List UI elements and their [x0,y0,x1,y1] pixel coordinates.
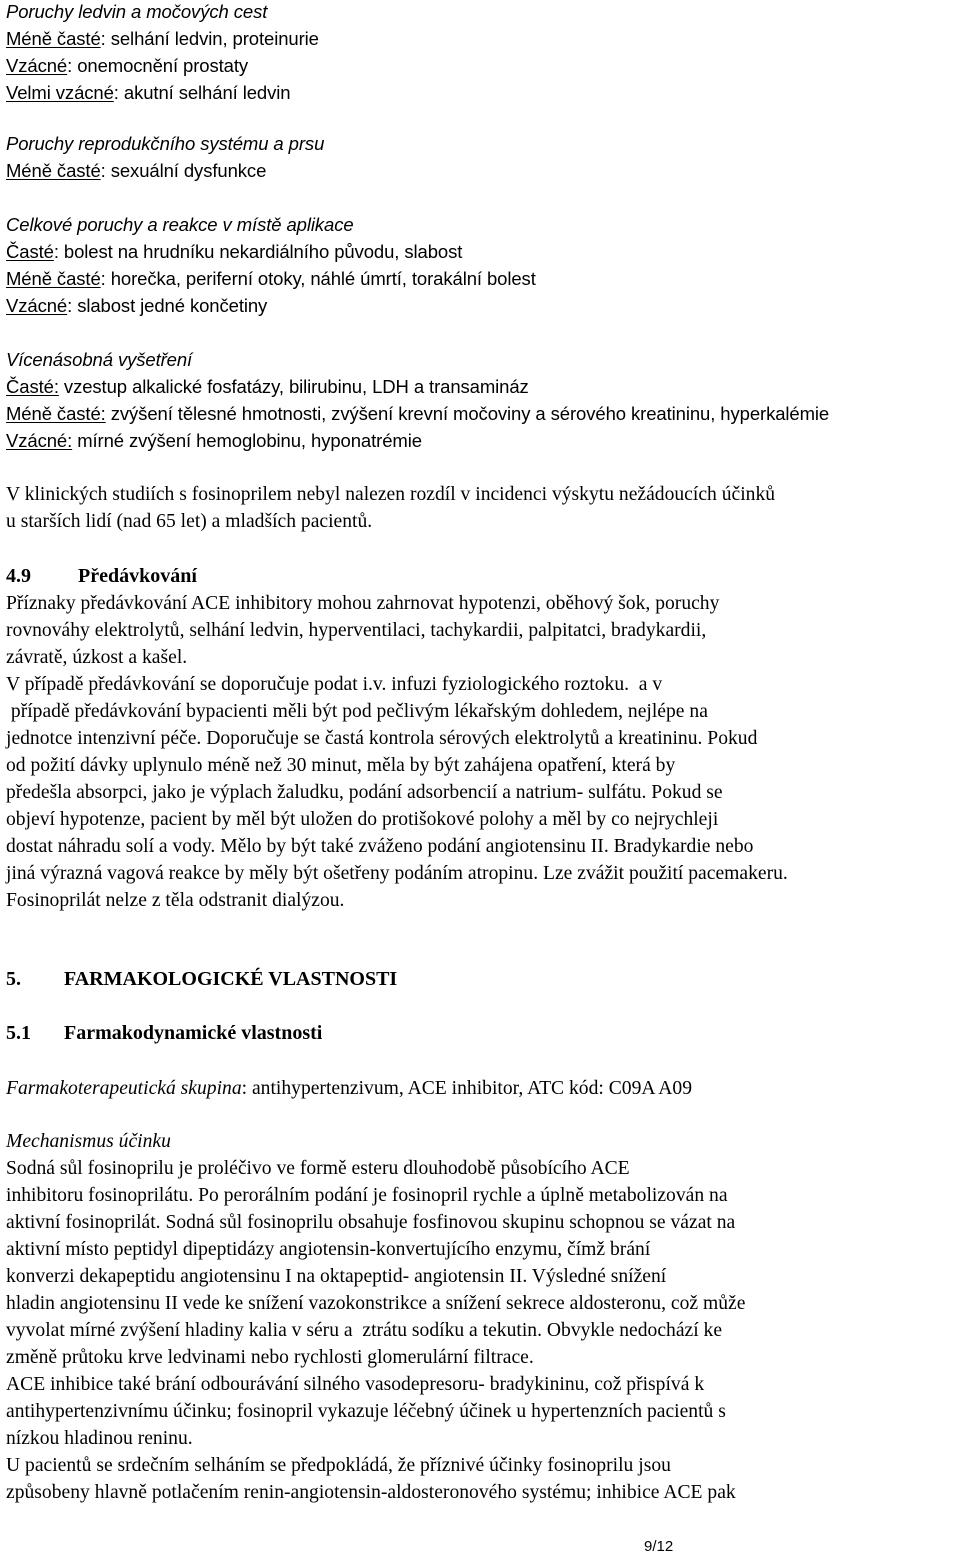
text-line: nízkou hladinou reninu. [6,1428,193,1449]
text-line: jiná výrazná vagová reakce by měly být ošetřeny podáním atropinu. Lze zvážit použití pacemakeru. [6,863,788,884]
text-line: ACE inhibice také brání odbourávání silného vasodepresoru- bradykininu, což přispívá k [6,1374,705,1395]
text-line: předešla absorpci, jako je výplach žaludku, podání adsorbencií a natrium- sulfátu. Pokud se [6,782,723,803]
text-line: u starších lidí (nad 65 let) a mladších pacientů. [6,511,373,532]
section-number: 5. [6,968,21,990]
kidney-section [6,0,319,106]
section-number: 5.1 [6,1022,31,1044]
text-line: dostat náhradu solí a vody. Mělo by být také zváženo podání angiotensinu II. Bradykardie nebo [6,836,754,857]
pharmacotherapeutic-group [6,1075,692,1102]
frequency-label: Velmi vzácné [6,82,114,103]
text-line: Sodná sůl fosinoprilu je proléčivo ve formě esteru dlouhodobě působícího ACE [6,1158,630,1179]
effect-text: vzestup alkalické fosfatázy, bilirubinu, LDH a transamináz [58,376,529,397]
text-line: V klinických studiích s fosinoprilem nebyl nalezen rozdíl v incidenci výskytu nežádoucích účinků [6,484,776,505]
text-line: případě předávkování bypacienti měli být pod pečlivým lékařským dohledem, nejlépe na [6,701,708,722]
frequency-label: Méně časté [6,28,101,49]
frequency-label: Méně časté [6,268,101,289]
frequency-label: Časté: [6,376,59,397]
section-title: Farmakodynamické vlastnosti [64,1022,323,1044]
elderly-note [6,481,775,535]
group-label: Farmakoterapeutická skupina [6,1078,242,1099]
investigations-section [6,346,829,454]
mechanism-heading: Mechanismus účinku [6,1131,171,1152]
general-line-1 [6,238,536,265]
text-line: inhibitoru fosinoprilátu. Po perorálním podání je fosinopril rychle a úplně metabolizován na [6,1185,728,1206]
text-line: způsobeny hlavně potlačením renin-angiotensin-aldosteronového systému; inhibice ACE pak [6,1482,736,1503]
text-line: objeví hypotenze, pacient by měl být uložen do protišokové polohy a měl by co nejrychleji [6,809,719,830]
frequency-label: Vzácné: [6,430,73,451]
general-section [6,211,536,319]
kidney-line-3 [6,79,319,106]
mechanism-section [6,1128,745,1506]
general-line-2 [6,265,536,292]
frequency-label: Méně časté [6,160,101,181]
text-line: jednotce intenzivní péče. Doporučuje se častá kontrola sérových elektrolytů a kreatininu. Pokud [6,728,758,749]
investigations-line-1 [6,373,829,400]
text-line: aktivní fosinoprilát. Sodná sůl fosinoprilu obsahuje fosfinovou skupinu schopnou se vázat na [6,1212,736,1233]
investigations-heading: Vícenásobná vyšetření [6,349,193,370]
reproductive-section [6,130,324,184]
text-line: Příznaky předávkování ACE inhibitory mohou zahrnovat hypotenzi, oběhový šok, poruchy [6,593,720,614]
section-number: 4.9 [6,565,31,587]
reproductive-line-1 [6,157,324,184]
section-5-1-heading [6,1020,322,1047]
effect-text: : selhání ledvin, proteinurie [100,28,319,49]
section-4-9-heading [6,563,197,590]
text-line: V případě předávkování se doporučuje podat i.v. infuzi fyziologického roztoku. a v [6,674,663,695]
effect-text: : slabost jedné končetiny [67,295,268,316]
text-line: hladin angiotensinu II vede ke snížení vazokonstrikce a snížení sekrece aldosteronu, což může [6,1293,746,1314]
effect-text: zvýšení tělesné hmotnosti, zvýšení krevní močoviny a sérového kreatininu, hyperkalémie [105,403,830,424]
text-line: antihypertenzivnímu účinku; fosinopril vykazuje léčebný účinek u hypertenzních pacientů s [6,1401,726,1422]
general-heading: Celkové poruchy a reakce v místě aplikace [6,214,354,235]
investigations-line-3 [6,427,829,454]
text-line: aktivní místo peptidyl dipeptidázy angiotensin-konvertujícího enzymu, čímž brání [6,1239,651,1260]
page-number: 9/12 [644,1538,674,1555]
frequency-label: Vzácné [6,55,68,76]
section-4-9-body [6,590,788,914]
effect-text: mírné zvýšení hemoglobinu, hyponatrémie [72,430,422,451]
general-line-3 [6,292,536,319]
text-line: od požití dávky uplynulo méně než 30 minut, měla by být zahájena opatření, která by [6,755,676,776]
section-title: Předávkování [78,565,197,587]
effect-text: : akutní selhání ledvin [113,82,291,103]
section-5-heading [6,966,397,993]
frequency-label: Vzácné [6,295,68,316]
frequency-label: Méně časté: [6,403,106,424]
text-line: konverzi dekapeptidu angiotensinu I na oktapeptid- angiotensin II. Výsledné snížení [6,1266,667,1287]
kidney-line-2 [6,52,319,79]
kidney-heading: Poruchy ledvin a močových cest [6,1,268,22]
text-line: změně průtoku krve ledvinami nebo rychlosti glomerulární filtrace. [6,1347,534,1368]
text-line: vyvolat mírné zvýšení hladiny kalia v séru a ztrátu sodíku a tekutin. Obvykle nedochází ke [6,1320,723,1341]
text-line: U pacientů se srdečním selháním se předpokládá, že příznivé účinky fosinoprilu jsou [6,1455,671,1476]
group-text: : antihypertenzivum, ACE inhibitor, ATC kód: C09A A09 [241,1078,693,1099]
reproductive-heading: Poruchy reprodukčního systému a prsu [6,133,325,154]
kidney-line-1 [6,25,319,52]
text-line: Fosinoprilát nelze z těla odstranit dialýzou. [6,890,345,911]
text-line: závratě, úzkost a kašel. [6,647,188,668]
investigations-line-2 [6,400,829,427]
text-line: rovnováhy elektrolytů, selhání ledvin, hyperventilaci, tachykardii, palpitatci, bradykardii, [6,620,707,641]
frequency-label: Časté [6,241,54,262]
effect-text: : onemocnění prostaty [67,55,249,76]
effect-text: : sexuální dysfunkce [100,160,267,181]
section-title: FARMAKOLOGICKÉ VLASTNOSTI [64,968,398,990]
effect-text: : bolest na hrudníku nekardiálního původu, slabost [53,241,463,262]
effect-text: : horečka, periferní otoky, náhlé úmrtí, torakální bolest [100,268,536,289]
